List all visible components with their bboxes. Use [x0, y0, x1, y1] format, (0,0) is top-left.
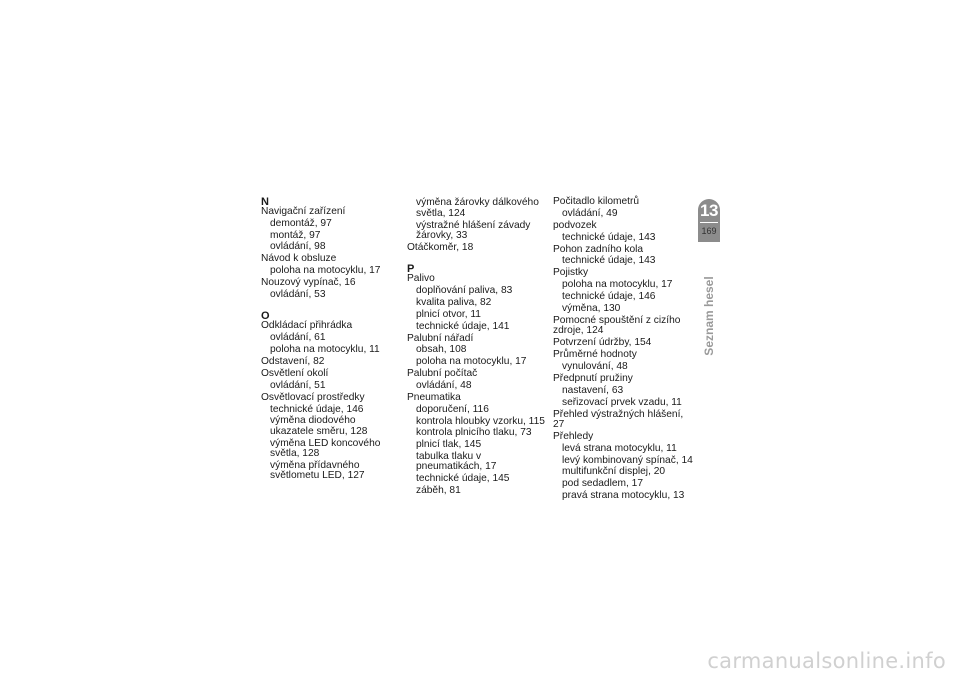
page-number: 169	[701, 226, 717, 236]
entry-heading: Průměrné hodnoty	[553, 349, 637, 361]
entry-heading: Pohon zadního kola	[553, 243, 644, 255]
entry-heading: Navigační zařízení	[261, 206, 346, 217]
section-letter-n: N	[261, 196, 269, 208]
entry-subitem: kontrola plnicího tlaku, 73	[416, 427, 532, 439]
chapter-number: 13	[700, 201, 718, 220]
entry-heading: podvozek	[553, 219, 597, 231]
index-entry	[553, 221, 693, 243]
entry-subitem: výstražné hlášení závady žárovky, 33	[416, 219, 531, 241]
entry-heading: Odkládací přihrádka	[261, 320, 353, 332]
index-entry	[407, 393, 547, 496]
entry-heading: Nouzový vypínač, 16	[261, 277, 356, 289]
entry-heading: Osvětlovací prostředky	[261, 391, 365, 403]
index-entry	[261, 207, 401, 253]
entry-subitem: ovládání, 48	[416, 379, 472, 391]
index-entry	[407, 334, 547, 368]
entry-subitem: výměna, 130	[562, 302, 621, 314]
section-spacer	[261, 300, 401, 311]
index-entry	[553, 316, 693, 337]
index-entry	[553, 197, 693, 219]
entry-subitem: ovládání, 49	[562, 207, 618, 219]
entry-heading: Palubní počítač	[407, 368, 478, 380]
entry-subitem: ovládání, 53	[270, 288, 326, 300]
index-entry	[261, 357, 401, 367]
index-entry	[261, 393, 401, 482]
index-entry	[553, 374, 693, 408]
section-letter-o: O	[261, 310, 270, 323]
index-column-2	[407, 197, 547, 496]
entry-subitem: montáž, 97	[270, 229, 321, 241]
section-spacer	[407, 253, 547, 264]
entry-heading: Odstavení, 82	[261, 355, 325, 367]
entry-heading: Potvrzení údržby, 154	[553, 337, 652, 349]
entry-subitem: levá strana motocyklu, 11	[562, 442, 677, 454]
section-letter-p: P	[407, 263, 415, 276]
entry-heading: Předpnutí pružiny	[553, 372, 633, 384]
entry-subitem: pod sedadlem, 17	[562, 478, 643, 490]
index-entry	[553, 350, 693, 372]
entry-heading: Pneumatika	[407, 391, 461, 403]
entry-subitem: ovládání, 51	[270, 379, 326, 391]
entry-subitem: plnicí otvor, 11	[416, 308, 481, 320]
entry-subitem: technické údaje, 143	[562, 231, 656, 243]
chapter-title: Seznam hesel	[702, 276, 716, 356]
entry-subitem: doplňování paliva, 83	[416, 285, 513, 297]
entry-subitem: technické údaje, 146	[270, 403, 364, 415]
index-entry	[407, 369, 547, 391]
entry-subitem: ovládání, 61	[270, 332, 326, 344]
index-entry	[407, 274, 547, 332]
chapter-badge	[698, 199, 720, 242]
entry-subitem: poloha na motocyklu, 11	[270, 343, 380, 355]
index-entry	[261, 321, 401, 355]
entry-subitem: kontrola hloubky vzorku, 115	[416, 415, 545, 427]
entry-subitem: výměna LED koncového světla, 128	[270, 437, 381, 459]
entry-subitem: záběh, 81	[416, 484, 461, 496]
index-entry	[261, 254, 401, 276]
entry-heading: Přehled výstražných hlášení, 27	[553, 408, 684, 430]
index-entry	[553, 245, 693, 267]
entry-subitem: poloha na motocyklu, 17	[416, 356, 527, 368]
entry-subitem: nastavení, 63	[562, 384, 624, 396]
entry-heading: Pojistky	[553, 267, 589, 279]
entry-subitem: seřizovací prvek vzadu, 11	[562, 396, 682, 408]
entry-subitem: technické údaje, 145	[416, 473, 510, 485]
index-entry	[407, 243, 547, 253]
watermark: carmanualsonline.info	[707, 649, 946, 673]
entry-subitem: výměna žárovky dálkového světla, 124	[416, 197, 539, 219]
index-entry	[553, 410, 693, 431]
index-entry	[261, 369, 401, 391]
entry-subitem: multifunkční displej, 20	[562, 466, 666, 478]
entry-subitem: výměna diodového ukazatele směru, 128	[270, 415, 368, 437]
entry-subitem: demontáž, 97	[270, 217, 332, 229]
badge-divider	[700, 222, 718, 223]
entry-subitem: levý kombinovaný spínač, 14	[562, 454, 693, 466]
entry-heading: Palivo	[407, 273, 435, 285]
entry-heading: Otáčkoměr, 18	[407, 242, 474, 253]
index-column-1	[261, 197, 401, 482]
index-entry	[553, 338, 693, 348]
entry-subitem: technické údaje, 141	[416, 320, 510, 332]
entry-subitem: ovládání, 98	[270, 241, 326, 253]
index-entry	[261, 278, 401, 300]
index-column-3	[553, 197, 693, 501]
entry-heading: Pomocné spouštění z cizího zdroje, 124	[553, 314, 681, 337]
index-entry-continued	[407, 198, 547, 241]
entry-subitem: výměna přídavného světlometu LED, 127	[270, 459, 365, 482]
entry-subitem: technické údaje, 146	[562, 290, 656, 302]
index-entry	[553, 432, 693, 501]
entry-subitem: poloha na motocyklu, 17	[270, 265, 381, 277]
entry-subitem: vynulování, 48	[562, 360, 628, 372]
entry-heading: Návod k obsluze	[261, 253, 337, 265]
entry-subitem: plnicí tlak, 145	[416, 439, 482, 451]
entry-subitem: tabulka tlaku v pneumatikách, 17	[416, 450, 497, 473]
entry-subitem: pravá strana motocyklu, 13	[562, 489, 685, 501]
entry-heading: Palubní nářadí	[407, 332, 474, 344]
entry-subitem: kvalita paliva, 82	[416, 297, 492, 308]
entry-heading: Počitadlo kilometrů	[553, 196, 640, 207]
entry-heading: Přehledy	[553, 430, 594, 442]
entry-subitem: obsah, 108	[416, 344, 467, 356]
entry-heading: Osvětlení okolí	[261, 367, 329, 379]
entry-subitem: technické údaje, 143	[562, 255, 656, 267]
entry-subitem: poloha na motocyklu, 17	[562, 279, 673, 291]
entry-subitem: doporučení, 116	[416, 403, 489, 415]
index-entry	[553, 268, 693, 314]
